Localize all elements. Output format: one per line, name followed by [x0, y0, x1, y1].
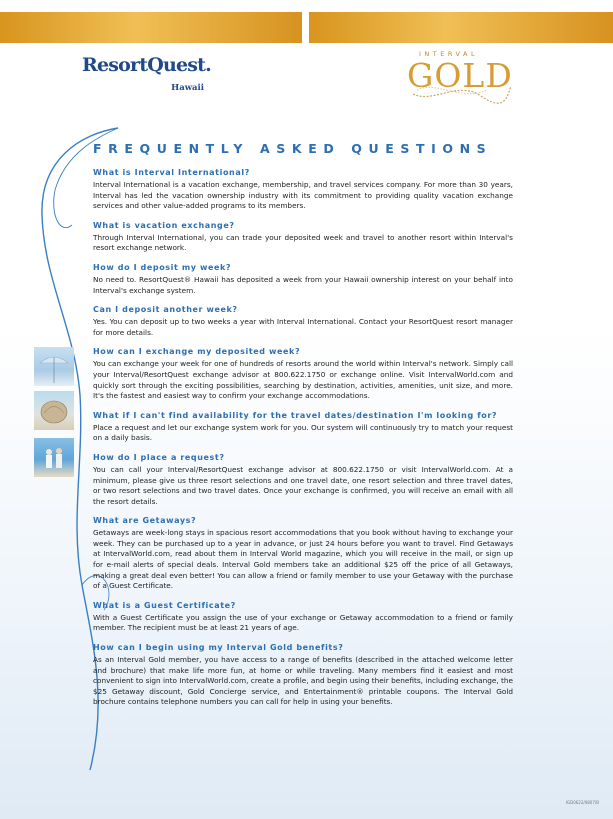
- resortquest-brand: ResortQuest.: [82, 54, 211, 76]
- faq-answer: With a Guest Certificate you assign the use of your exchange or Getaway accommodation to a friend or family member. The recipient must be at least 21 years of age.: [93, 612, 513, 633]
- gold-word: GOLD: [407, 56, 513, 95]
- faq-item: [93, 453, 513, 507]
- faq-item: [93, 643, 513, 708]
- header-gold-bar-right: [309, 12, 613, 43]
- resortquest-sub: Hawaii: [171, 83, 204, 93]
- faq-question: How do I place a request?: [93, 452, 225, 462]
- faq-item: [93, 411, 513, 444]
- faq-answer: Place a request and let our exchange system work for you. Our system will continuously try to match your request on a daily basis.: [93, 422, 513, 443]
- header-gold-bar-left: [0, 12, 302, 43]
- faq-question: What if I can't find availability for the travel dates/destination I'm looking for?: [93, 410, 498, 420]
- faq-item: [93, 221, 513, 254]
- faq-item: [93, 263, 513, 296]
- faq-answer: You can exchange your week for one of hundreds of resorts around the world within Interval's network. Simply call your Interval/ResortQuest exchange advisor at 800.622.1750 or exchange online. Visit IntervalWorld.com and quickly sort through the exciting possibilities, searching by destination, activities, amenities, unit size, and more. It's the fastest and easiest way to confirm your exchange accommodations.: [93, 359, 513, 401]
- faq-question: What is Interval International?: [93, 168, 250, 177]
- faq-answer: Yes. You can deposit up to two weeks a year with Interval International. Contact your ResortQuest resort manager for more details.: [93, 317, 513, 337]
- faq-question: How do I deposit my week?: [93, 262, 232, 272]
- faq-answer: You can call your Interval/ResortQuest exchange advisor at 800.622.1750 or visit IntervalWorld.com. At a minimum, please give us three resort selections and one travel date, one resort selection and three travel dates, or two resort selections and two travel dates. Once your exchange is confirmed, you will receive an email with all the resort details.: [93, 464, 513, 506]
- seashell-icon: [34, 391, 74, 430]
- resortquest-hawaii-logo: [82, 55, 210, 101]
- umbrella-icon: [34, 347, 74, 386]
- faq-item: [93, 516, 513, 592]
- faq-item: [93, 305, 513, 338]
- interval-label: INTERVAL: [419, 50, 479, 58]
- beach-umbrella-photo: [34, 347, 74, 386]
- couple-icon: [34, 438, 74, 477]
- page-title: FREQUENTLY ASKED QUESTIONS: [93, 141, 493, 156]
- faq-answer: As an Interval Gold member, you have access to a range of benefits (described in the attached welcome letter and brochure) that make life more fun, at home or while traveling. Many members find it easiest and most convenient to sign into IntervalWorld.com, create a profile, and begin using their benefits, including exchange, the $25 Getaway discount, Gold Concierge service, and Entertainment® printable coupons. The Interval Gold brochure contains telephone numbers you can call for help in using your benefits.: [93, 655, 513, 707]
- faq-item: [93, 601, 513, 634]
- footer-code: IGD0622/0807/B: [565, 800, 599, 805]
- interval-gold-logo: [403, 50, 515, 106]
- faq-question: What is vacation exchange?: [93, 220, 235, 230]
- faq-answer: Interval International is a vacation exchange, membership, and travel services company. For more than 30 years, Interval has led the vacation ownership industry with its commitment to providing quality vacation exchange services and other value-added programs to its members.: [93, 180, 513, 211]
- faq-answer: Getaways are week-long stays in spacious resort accommodations that you book without having to exchange your week. They can be purchased up to a year in advance, or just 24 hours before you want to travel. Find Getaways at IntervalWorld.com, read about them in Interval World magazine, which you will receive in the mail, or sign up for e-mail alerts of special deals. Interval Gold members take an additional $25 off the price of all Getaways, making a great deal even better! You can allow a friend or family member to use your Getaway with the purchase of a Guest Certificate.: [93, 528, 513, 591]
- faq-question: How can I exchange my deposited week?: [93, 347, 301, 357]
- faq-item: [93, 168, 513, 212]
- faq-answer: Through Interval International, you can trade your deposited week and travel to another resort within Interval's resort exchange network.: [93, 232, 513, 253]
- faq-list: [93, 168, 513, 717]
- faq-question: How can I begin using my Interval Gold benefits?: [93, 643, 344, 653]
- faq-answer: No need to. ResortQuest® Hawaii has deposited a week from your Hawaii ownership interest on your behalf into Interval's exchange system.: [93, 274, 513, 295]
- faq-item: [93, 347, 513, 401]
- faq-question: Can I deposit another week?: [93, 305, 238, 315]
- couple-beach-photo: [34, 438, 74, 477]
- seashell-photo: [34, 391, 74, 430]
- faq-question: What are Getaways?: [93, 516, 197, 526]
- faq-question: What is a Guest Certificate?: [93, 600, 236, 610]
